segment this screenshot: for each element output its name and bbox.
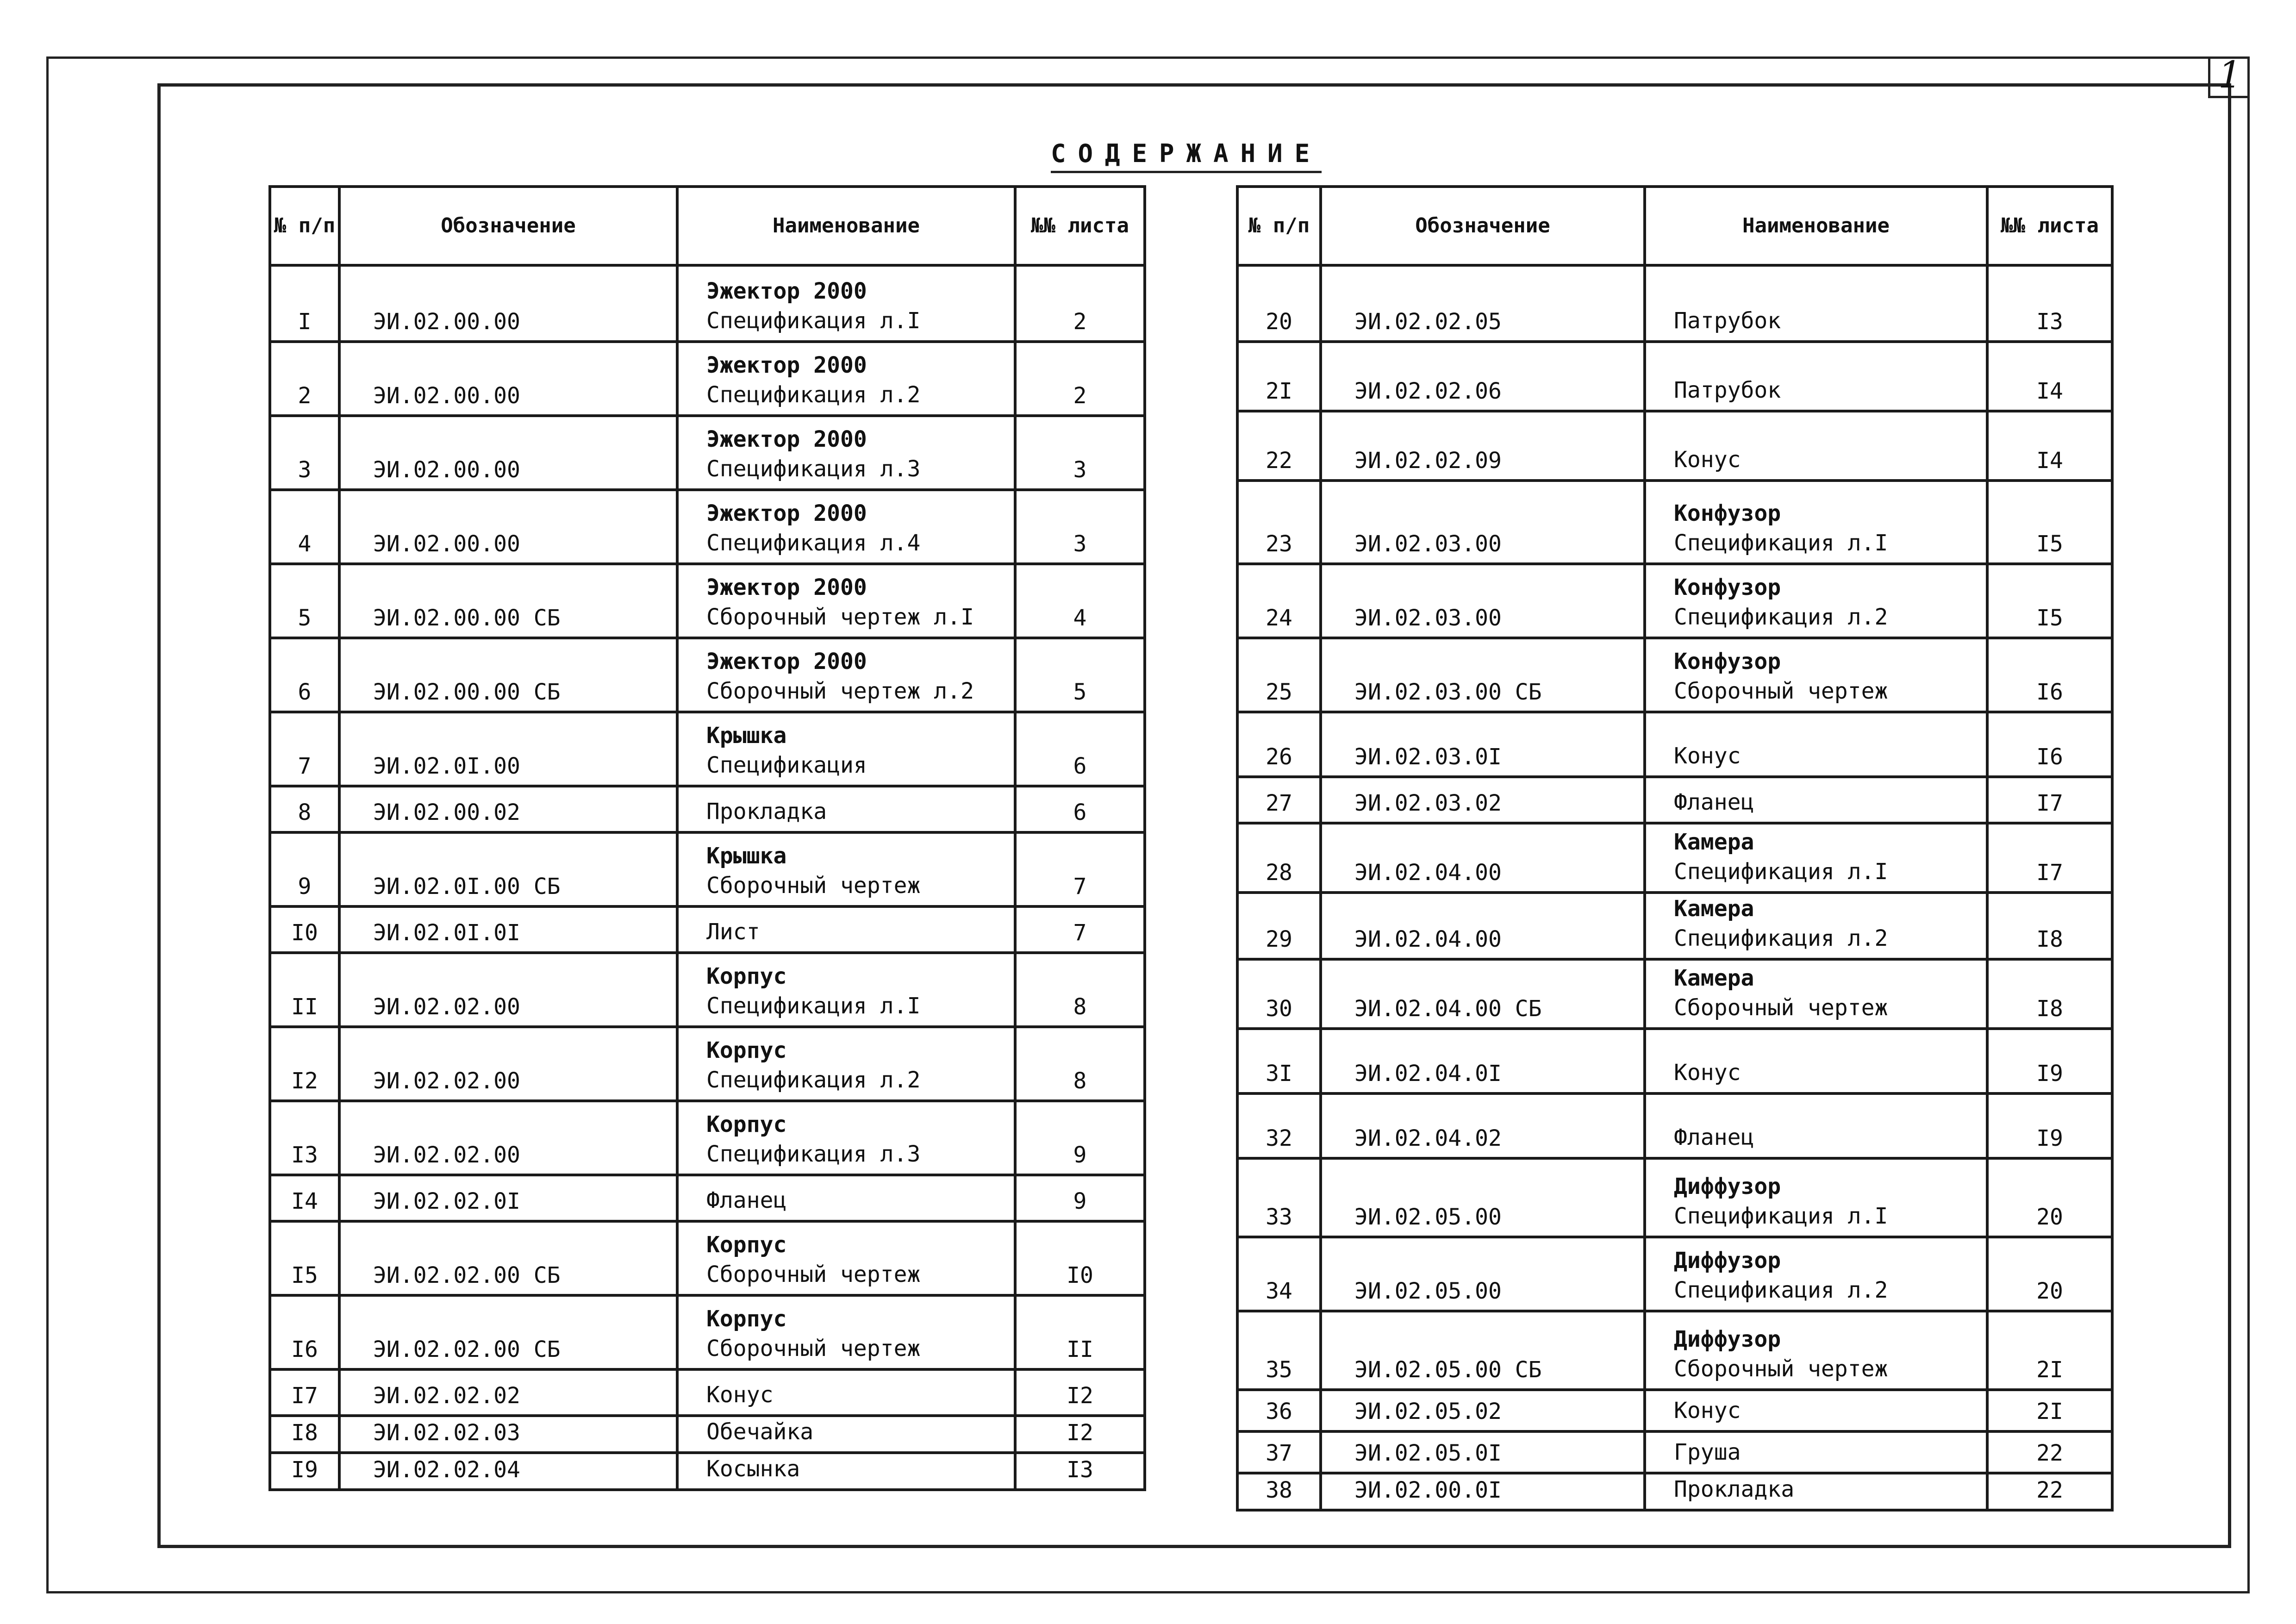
header-num: № п/п [1237,187,1321,265]
row-name-line2: Груша [1674,1439,1741,1465]
table-row [270,1175,1145,1221]
row-designation: ЭИ.02.02.09 [1321,411,1645,481]
row-sheet: 6 [1015,786,1145,832]
row-sheet: I9 [1987,1029,2112,1093]
row-designation: ЭИ.02.00.00 [339,342,677,416]
row-name-line1: Эжектор 2000 [706,500,867,526]
table-row [1237,777,2112,823]
row-number: 8 [270,786,339,832]
row-sheet: I8 [1987,959,2112,1029]
row-designation: ЭИ.02.00.02 [339,786,677,832]
table-row [1237,564,2112,638]
row-name-line1: Корпус [706,1037,787,1063]
row-name [1645,1158,1987,1237]
row-designation: ЭИ.02.02.05 [1321,265,1645,342]
row-name [1645,564,1987,638]
row-name-line2: Спецификация л.2 [1674,925,1888,951]
table-row [270,1295,1145,1369]
row-name-line1: Эжектор 2000 [706,278,867,304]
table-row [270,1453,1145,1490]
row-name [677,832,1015,906]
row-sheet: I0 [1015,1221,1145,1295]
row-name-line1: Эжектор 2000 [706,426,867,452]
row-name-line2: Спецификация л.I [1674,859,1888,885]
row-name-line1: Конфузор [1674,649,1781,675]
row-name-line1: Корпус [706,1112,787,1137]
row-name-line2: Патрубок [1674,377,1781,403]
contents-table-right [1236,185,2114,1512]
row-name-line2: Спецификация [706,752,867,778]
row-name-line2: Сборочный чертеж л.I [706,604,974,630]
row-number: I4 [270,1175,339,1221]
row-name-line2: Спецификация л.4 [706,530,921,556]
row-name-line1: Эжектор 2000 [706,352,867,378]
table-row [1237,1237,2112,1311]
row-number: 36 [1237,1390,1321,1431]
row-name [1645,481,1987,564]
row-designation: ЭИ.02.00.0I [1321,1473,1645,1510]
row-number: 38 [1237,1473,1321,1510]
row-sheet: I7 [1987,777,2112,823]
header-sheet: №№ листа [1987,187,2112,265]
table-row [270,712,1145,786]
row-number: I0 [270,906,339,953]
row-name-line2: Сборочный чертеж [706,1262,921,1287]
row-designation: ЭИ.02.03.00 [1321,564,1645,638]
row-name-line1: Камера [1674,829,1754,855]
table-row [270,1221,1145,1295]
row-name-line1: Корпус [706,963,787,989]
header-sheet: №№ листа [1015,187,1145,265]
table-row [270,416,1145,490]
row-name [1645,823,1987,893]
row-sheet: I2 [1015,1416,1145,1453]
row-number: 2I [1237,342,1321,411]
header-num: № п/п [270,187,339,265]
row-sheet: 8 [1015,1027,1145,1101]
row-name-line2: Конус [1674,743,1741,769]
row-number: 37 [1237,1431,1321,1473]
row-sheet: 7 [1015,906,1145,953]
row-sheet: 20 [1987,1158,2112,1237]
row-number: I7 [270,1369,339,1416]
row-number: 28 [1237,823,1321,893]
row-name [1645,638,1987,712]
row-number: 29 [1237,893,1321,959]
row-name-line2: Конус [1674,1398,1741,1424]
row-name-line2: Патрубок [1674,308,1781,334]
row-name [1645,265,1987,342]
row-name [677,1416,1015,1453]
row-name-line2: Сборочный чертеж [1674,995,1888,1021]
row-designation: ЭИ.02.0I.00 СБ [339,832,677,906]
row-number: 24 [1237,564,1321,638]
row-name [677,786,1015,832]
row-name [1645,1390,1987,1431]
row-number: 30 [1237,959,1321,1029]
row-name-line2: Спецификация л.I [706,993,921,1019]
table-row [1237,1311,2112,1390]
row-sheet: 2I [1987,1311,2112,1390]
table-row [1237,1158,2112,1237]
row-name-line1: Конфузор [1674,575,1781,600]
row-designation: ЭИ.02.02.00 [339,953,677,1027]
row-name [1645,1431,1987,1473]
row-number: 25 [1237,638,1321,712]
row-number: I8 [270,1416,339,1453]
row-designation: ЭИ.02.02.0I [339,1175,677,1221]
row-designation: ЭИ.02.02.06 [1321,342,1645,411]
row-designation: ЭИ.02.00.00 [339,490,677,564]
row-name-line2: Косынка [706,1456,800,1482]
row-designation: ЭИ.02.05.00 [1321,1158,1645,1237]
row-designation: ЭИ.02.05.00 СБ [1321,1311,1645,1390]
row-designation: ЭИ.02.04.0I [1321,1029,1645,1093]
row-name-line1: Эжектор 2000 [706,649,867,675]
row-designation: ЭИ.02.05.0I [1321,1431,1645,1473]
row-name [677,1295,1015,1369]
row-sheet: 8 [1015,953,1145,1027]
table-row [270,953,1145,1027]
row-sheet: II [1015,1295,1145,1369]
table-row [1237,1473,2112,1510]
row-sheet: 2I [1987,1390,2112,1431]
row-name [677,564,1015,638]
table-row [1237,823,2112,893]
row-sheet: I6 [1987,638,2112,712]
row-designation: ЭИ.02.04.02 [1321,1093,1645,1158]
row-designation: ЭИ.02.02.00 [339,1027,677,1101]
row-designation: ЭИ.02.04.00 [1321,823,1645,893]
row-name-line1: Крышка [706,843,787,869]
row-sheet: 9 [1015,1101,1145,1175]
table-row [1237,411,2112,481]
row-designation: ЭИ.02.04.00 СБ [1321,959,1645,1029]
row-sheet: 6 [1015,712,1145,786]
row-number: I6 [270,1295,339,1369]
row-name-line2: Фланец [1674,1124,1754,1150]
row-name [677,342,1015,416]
row-name [677,1453,1015,1490]
row-sheet: I2 [1015,1369,1145,1416]
table-row [270,832,1145,906]
row-name-line1: Камера [1674,896,1754,922]
row-designation: ЭИ.02.02.03 [339,1416,677,1453]
row-designation: ЭИ.02.02.02 [339,1369,677,1416]
row-name-line2: Сборочный чертеж [1674,1356,1888,1382]
row-name-line2: Спецификация л.2 [1674,604,1888,630]
row-sheet: I3 [1987,265,2112,342]
row-sheet: I5 [1987,564,2112,638]
row-name [1645,1237,1987,1311]
row-number: I3 [270,1101,339,1175]
header-designation: Обозначение [1321,187,1645,265]
row-name-line1: Эжектор 2000 [706,575,867,600]
row-sheet: 3 [1015,490,1145,564]
row-name [677,906,1015,953]
row-name [677,953,1015,1027]
page-title: СОДЕРЖАНИЕ [1051,139,1322,173]
table-row [270,342,1145,416]
row-number: 2 [270,342,339,416]
sheet-number: 1 [2208,56,2250,98]
row-name-line2: Спецификация л.3 [706,456,921,482]
row-name [1645,411,1987,481]
table-row [270,564,1145,638]
row-name-line1: Диффузор [1674,1326,1781,1352]
row-sheet: I4 [1987,411,2112,481]
row-designation: ЭИ.02.00.00 СБ [339,638,677,712]
row-sheet: I7 [1987,823,2112,893]
row-name-line2: Спецификация л.I [706,308,921,334]
header-designation: Обозначение [339,187,677,265]
table-row [1237,1390,2112,1431]
row-number: 3 [270,416,339,490]
table-row [1237,893,2112,959]
table-row [270,265,1145,342]
row-designation: ЭИ.02.0I.00 [339,712,677,786]
row-number: 9 [270,832,339,906]
table-row [270,1369,1145,1416]
row-name-line1: Диффузор [1674,1248,1781,1274]
row-sheet: 3 [1015,416,1145,490]
table-row [270,906,1145,953]
row-designation: ЭИ.02.05.02 [1321,1390,1645,1431]
row-sheet: I3 [1015,1453,1145,1490]
row-name [677,638,1015,712]
row-number: 6 [270,638,339,712]
table-row [270,490,1145,564]
row-sheet: 2 [1015,265,1145,342]
row-sheet: I9 [1987,1093,2112,1158]
row-name [1645,1093,1987,1158]
row-name-line2: Сборочный чертеж л.2 [706,678,974,704]
row-number: 22 [1237,411,1321,481]
row-sheet: 20 [1987,1237,2112,1311]
row-sheet: 9 [1015,1175,1145,1221]
row-name-line1: Корпус [706,1232,787,1258]
row-sheet: 4 [1015,564,1145,638]
header-name: Наименование [677,187,1015,265]
row-name-line2: Сборочный чертеж [1674,678,1888,704]
table-row [1237,712,2112,777]
row-name-line2: Сборочный чертеж [706,873,921,899]
row-name-line2: Конус [706,1382,774,1408]
table-row [270,1416,1145,1453]
row-designation: ЭИ.02.00.00 [339,265,677,342]
row-number: 23 [1237,481,1321,564]
row-number: I9 [270,1453,339,1490]
table-row [1237,342,2112,411]
table-row [1237,1029,2112,1093]
row-designation: ЭИ.02.05.00 [1321,1237,1645,1311]
row-name-line2: Спецификация л.2 [706,382,921,408]
row-number: 26 [1237,712,1321,777]
row-number: II [270,953,339,1027]
row-designation: ЭИ.02.03.02 [1321,777,1645,823]
table-row [270,1101,1145,1175]
row-sheet: 22 [1987,1473,2112,1510]
row-number: 3I [1237,1029,1321,1093]
row-designation: ЭИ.02.00.00 [339,416,677,490]
row-name-line2: Конус [1674,447,1741,473]
row-name-line2: Фланец [1674,789,1754,815]
row-number: 32 [1237,1093,1321,1158]
row-number: 4 [270,490,339,564]
row-name [677,265,1015,342]
row-designation: ЭИ.02.04.00 [1321,893,1645,959]
table-row [270,1027,1145,1101]
row-sheet: I4 [1987,342,2112,411]
table-row [1237,1093,2112,1158]
row-name [1645,959,1987,1029]
row-name-line2: Спецификация л.I [1674,530,1888,556]
row-name-line1: Конфузор [1674,500,1781,526]
row-name-line2: Спецификация л.3 [706,1141,921,1167]
row-name [677,416,1015,490]
row-name [1645,712,1987,777]
table-row [1237,481,2112,564]
row-name [677,1369,1015,1416]
row-sheet: 7 [1015,832,1145,906]
row-name-line2: Спецификация л.2 [1674,1277,1888,1303]
table-row [1237,959,2112,1029]
row-number: 33 [1237,1158,1321,1237]
row-name-line2: Фланец [706,1187,787,1213]
table-row [1237,265,2112,342]
row-designation: ЭИ.02.02.04 [339,1453,677,1490]
row-name [1645,1473,1987,1510]
row-designation: ЭИ.02.02.00 СБ [339,1221,677,1295]
row-designation: ЭИ.02.02.00 СБ [339,1295,677,1369]
row-name [1645,1311,1987,1390]
row-name-line1: Камера [1674,965,1754,991]
row-name [677,712,1015,786]
row-designation: ЭИ.02.0I.0I [339,906,677,953]
row-number: 34 [1237,1237,1321,1311]
row-designation: ЭИ.02.02.00 [339,1101,677,1175]
table-row [1237,1431,2112,1473]
row-sheet: 2 [1015,342,1145,416]
row-designation: ЭИ.02.03.0I [1321,712,1645,777]
row-name [1645,342,1987,411]
row-name-line1: Крышка [706,723,787,749]
row-name-line2: Прокладка [1674,1476,1795,1502]
table-row [270,786,1145,832]
row-designation: ЭИ.02.03.00 СБ [1321,638,1645,712]
row-sheet: I5 [1987,481,2112,564]
row-name [677,490,1015,564]
row-number: I [270,265,339,342]
row-number: 27 [1237,777,1321,823]
row-sheet: I8 [1987,893,2112,959]
row-number: I2 [270,1027,339,1101]
row-designation: ЭИ.02.03.00 [1321,481,1645,564]
row-name [1645,1029,1987,1093]
row-name-line1: Диффузор [1674,1174,1781,1199]
row-name-line1: Корпус [706,1306,787,1332]
table-row [270,638,1145,712]
row-designation: ЭИ.02.00.00 СБ [339,564,677,638]
header-name: Наименование [1645,187,1987,265]
row-sheet: 22 [1987,1431,2112,1473]
row-name-line2: Прокладка [706,799,827,824]
contents-table-left [268,185,1146,1491]
row-number: 35 [1237,1311,1321,1390]
row-name-line2: Лист [706,919,760,945]
row-name-line2: Конус [1674,1060,1741,1086]
row-name-line2: Сборочный чертеж [706,1336,921,1362]
row-name [677,1175,1015,1221]
row-number: 5 [270,564,339,638]
row-name-line2: Спецификация л.I [1674,1203,1888,1229]
table-row [1237,638,2112,712]
row-name [677,1101,1015,1175]
row-number: I5 [270,1221,339,1295]
row-name [1645,893,1987,959]
row-number: 20 [1237,265,1321,342]
row-name [1645,777,1987,823]
row-sheet: I6 [1987,712,2112,777]
row-name [677,1221,1015,1295]
row-name-line2: Обечайка [706,1419,814,1445]
row-name-line2: Спецификация л.2 [706,1067,921,1093]
row-number: 7 [270,712,339,786]
row-sheet: 5 [1015,638,1145,712]
row-name [677,1027,1015,1101]
